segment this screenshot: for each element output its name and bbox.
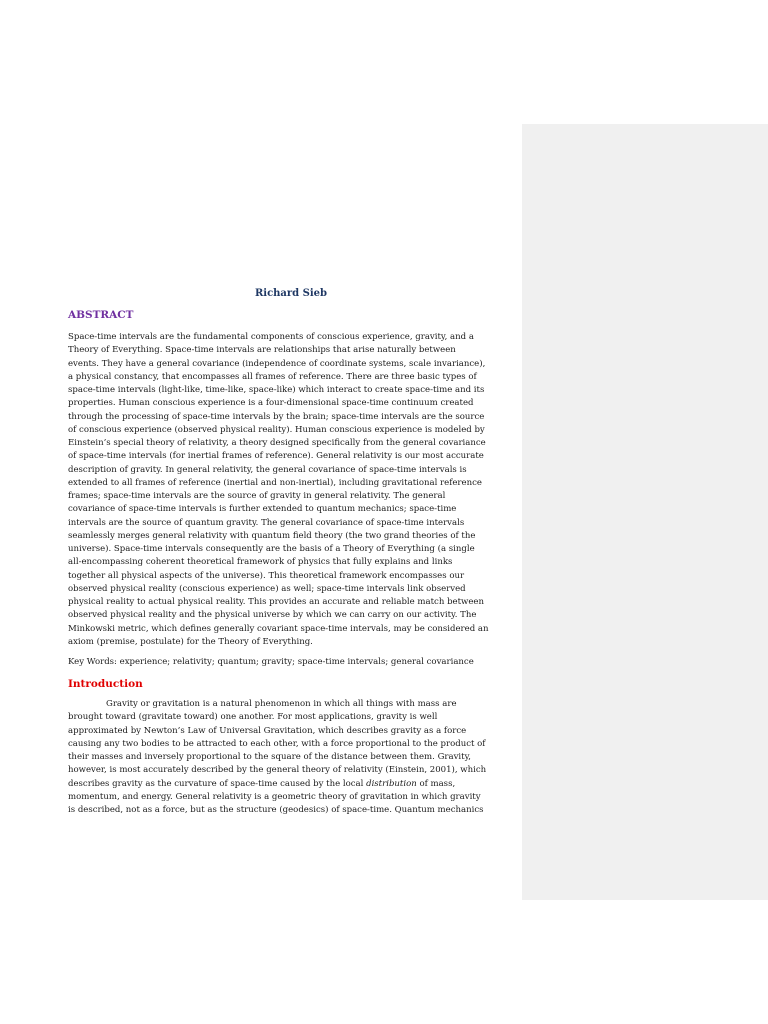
comment-pane xyxy=(522,124,768,900)
abstract-line: seamlessly merges general relativity with quantum field theory (the two grand theories of the xyxy=(68,530,476,541)
abstract-line: together all physical aspects of the universe). This theoretical framework encompasses our xyxy=(68,570,465,581)
abstract-line: intervals are the source of quantum gravity. The general covariance of space-time intervals xyxy=(68,517,465,528)
intro-line-text: of mass, xyxy=(416,778,456,789)
intro-line xyxy=(68,778,514,791)
intro-line: Gravity or gravitation is a natural phenomenon in which all things with mass are xyxy=(106,699,457,709)
intro-line: is described, not as a force, but as the structure (geodesics) of space-time. Quantum mechanics xyxy=(68,805,484,815)
abstract-line: all-encompassing coherent theoretical framework of physics that fully explains and links xyxy=(68,557,453,568)
abstract-line: a physical constancy, that encompasses all frames of reference. There are three basic types of xyxy=(68,371,477,382)
abstract-line: axiom (premise, postulate) for the Theory of Everything. xyxy=(68,636,313,647)
introduction-heading: Introduction xyxy=(68,678,143,690)
intro-line-text: describes gravity as the curvature of space-time caused by the local xyxy=(68,778,367,789)
abstract-line: space-time intervals (light-like, time-like, space-like) which interact to create space-time and its xyxy=(68,385,485,395)
author-name: Richard Sieb xyxy=(254,288,328,299)
abstract-line: Theory of Everything. Space-time intervals are relationships that arise naturally between xyxy=(68,345,456,356)
keywords-line: Key Words: experience; relativity; quantum; gravity; space-time intervals; general covariance xyxy=(68,657,474,667)
introduction-paragraph xyxy=(68,698,514,817)
abstract-line: through the processing of space-time intervals by the brain; space-time intervals are the source xyxy=(68,411,485,422)
abstract-line: universe). Space-time intervals consequently are the basis of a Theory of Everything (a single xyxy=(68,544,475,554)
abstract-heading: ABSTRACT xyxy=(68,309,134,321)
abstract-line: Space-time intervals are the fundamental components of conscious experience, gravity, and a xyxy=(68,332,474,342)
abstract-paragraph xyxy=(68,331,514,649)
intro-line: brought toward (gravitate toward) one another. For most applications, gravity is well xyxy=(68,712,438,723)
abstract-line: covariance of space-time intervals is further extended to quantum mechanics; space-time xyxy=(68,504,457,515)
abstract-line: observed physical reality (conscious experience) as well; space-time intervals link observed xyxy=(68,583,466,594)
intro-line: momentum, and energy. General relativity is a geometric theory of gravitation in which gravity xyxy=(68,791,481,802)
abstract-line: of conscious experience (observed physical reality). Human conscious experience is modeled by xyxy=(68,424,485,435)
abstract-line: frames; space-time intervals are the source of gravity in general relativity. The general xyxy=(68,491,446,501)
intro-line: however, is most accurately described by the general theory of relativity (Einstein, 2001), which xyxy=(68,765,487,776)
abstract-line: properties. Human conscious experience is a four-dimensional space-time continuum created xyxy=(68,398,474,409)
abstract-line: extended to all frames of reference (inertial and non-inertial), including gravitational reference xyxy=(68,477,482,488)
abstract-line: Minkowski metric, which defines generally covariant space-time intervals, may be considered an xyxy=(68,623,489,634)
italic-term: distribution xyxy=(366,778,417,789)
abstract-line: observed physical reality and the physical universe by which we can carry on our activity. The xyxy=(68,610,477,621)
intro-line: their masses and inversely proportional to the square of the distance between them. Gravity, xyxy=(68,752,471,762)
abstract-line: physical reality to actual physical reality. This provides an accurate and reliable match between xyxy=(68,597,484,607)
intro-line: approximated by Newton’s Law of Universal Gravitation, which describes gravity as a force xyxy=(68,725,467,736)
intro-line: causing any two bodies to be attracted to each other, with a force proportional to the product of xyxy=(68,738,486,749)
abstract-line: events. They have a general covariance (independence of coordinate systems, scale invariance), xyxy=(68,358,486,369)
abstract-line: Einstein’s special theory of relativity, a theory designed specifically from the general covariance xyxy=(68,438,486,448)
abstract-line: description of gravity. In general relativity, the general covariance of space-time intervals is xyxy=(68,464,467,475)
abstract-line: of space-time intervals (for inertial frames of reference). General relativity is our most accurate xyxy=(68,451,484,462)
